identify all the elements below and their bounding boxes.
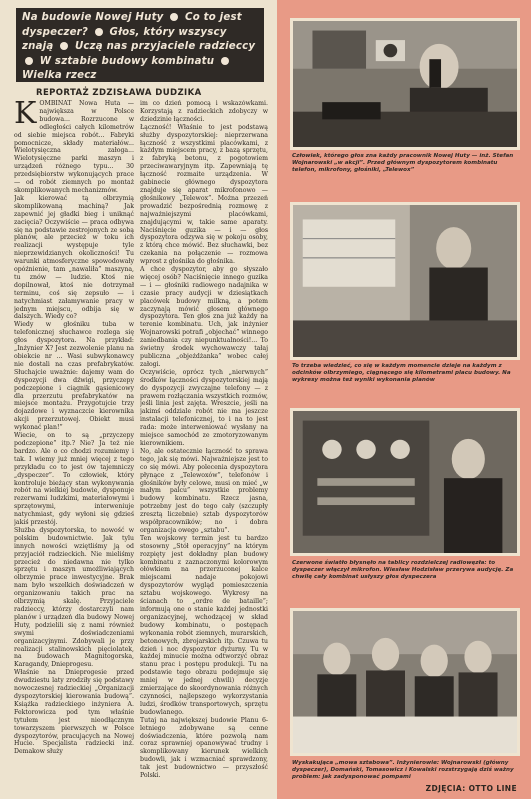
article-column-left [14,100,134,790]
photo-caption: Czerwone światło błysnęło na tablicy rozdzielczej radiowęzła: to dyspeczer włączył mikrofon. Wiesław Hodzisław przerywa audycję. Za chwilę cały kombinat usłyszy głos dyspeczera [292,560,514,580]
header-banner [16,8,264,82]
banner-line: Na budowie Nowej Huty [22,12,164,23]
photo-staff-meeting [290,608,520,756]
bullet-icon [95,28,103,36]
photo-caption: Wyskakująca „mowa sztabowa”. Inżynierowie: Wojnarowski (główny dyspeczer), Domański, Tomasowicz i Kowalski rozstrzygają dziś ważny problem: jak zadysponować pompami [292,760,514,780]
drop-cap: K [14,100,37,131]
column-text: OMBINAT Nowa Huta — największa w Polsce budowa... Rozrzucone w odległości całych kilometrów od siebie miejsca robót... Fabryki pomocnicze, składy materiałów... Wielotysięczna załoga... Wielotysięczne parki maszyn i urządzeń różnego typu... 30 przedsiębiorstw wykonujących prace — od robót ziemnych po montaż skomplikowanych mechanizmów. Jak kierować tą olbrzymią skomplikowaną machiną? Jak zapewnić jej gładki bieg i uniknąć zacięcia? Oczywiście — praca odbywa się na podstawie zestrojonych ze sobą planów, ale przecież w toku ich realizacji występuje tyle nieprzewidzianych okoliczności! Tu warunki atmosferyczne spowodowały opóźnienie, tam „nawaliła” maszyna, tu znów — ludzie. Ktoś nie dopilnował, ktoś nie dotrzymał terminu, coś się zepsuło — i natychmiast załamywanie pracy w jednym miejscu, odbija się w dalszych. Wiedy co? Wiedy w głośniku tuba w telefonicznej słuchawce rozlega się głos dyspozytora. Na przykład: „Inżynier X? Jest zezwolenie planu na obiekcie nr ... Wasi subwykonawcy nie dostali na czas prefabrykatów. Słuchajcie uważnie: dajemy wam do dyspozycji dwa dźwigi, przyczepy podczepione i ciągnik gąsienicowy dla przerzutu prefabrykatów na miejsce montażu. Przygotujcie trzy dojazdowe i wyznaczcie kierownika akcji przerzutowej. Obiekt musi wykonać plan!” Wiecie, on to są „przyczepy podczepione” itp.? Nie? Ja też nie bardzo. Ale o co chodzi rozumiemy i tak. I wiemy już mniej więcej z tego przykładu co to jest ów tajemniczy „dyspeczer”. To człowiek, który kontroluje bieżący stan wykonywania robót na wielkiej budowie, dysponuje rezerwami ludzkimi, materiałowymi i sprzętowymi, interweniuje natychmiast, gdy wyłoni się gdzieś jakiś przestój. Służba dyspozytorska, to nowość w polskim budownictwie. Jak tylu innych nowości wziętliśmy ją od przyjaciół radzieckich. Nie mieliśmy przecież do niedawna nie tylko sprzętu i maszyn umożliwiających olbrzymie prace inwestycyjne. Brak nam było wszelkich doświadczeń w organizowaniu takich prac na olbrzymią skalę. Przyjaciele radzieccy, którzy dostarczyli nam planów i urządzeń dla budowy Nowej Huty, podzielili się z nami również swymi doświadczeniami organizacyjnymi. Zdobywali je przy realizacji stalinowskich pięciolatek, na budowach Magnitogorska, Karagandy, Dnieprogesu. Właśnie na Dnieprogesie przed dwudziestu laty zrodziły się podstawy nowoczesnej radzieckiej „Organizacji dyspozytorskiej kierowania budową”. Książka radzieckiego inżyniera A. Fektorowicza pod tym właśnie tytułem jest nieodłącznym towarzyszem pierwszych w Polsce dyspozytorów, pracujących na Nowej Hucie. Specjalista radziecki inż. Demakow służy [14,100,134,756]
banner-line: W sztabie budowy kombinatu [39,55,215,67]
photo-dispatcher-phone [290,18,520,150]
banner-line: Wielka rzecz [22,70,97,81]
photo-image [293,205,517,357]
bullet-icon [221,57,229,65]
banner-line: Głos, który wszyscy znają [22,26,227,52]
bullet-icon [170,13,178,21]
article-column-middle: im co dzień pomocą i wskazówkami. Korzystają z radzieckich zdobyczy w dziedzinie łączności. Łączność! Właśnie to jest podstawą służby dyspozytorskiej: nieprzerwana łączność z wszystkimi placówkami, z każdym miejscem pracy, z bazą sprzętu, z fabryką betonu, z pogotowiem przeciwawaryjnym itp. Zapewniają tę łączność rozmaite urządzenia. W gabinecie głównego dyspozytora znajduje się aparat mikrofonowo — głośnikowy „Telewox”. Można przezeń prowadzić bezpośrednią rozmowę z najważniejszymi placówkami, znajdującymi w, takie same aparaty. Naciśnięcie guzika — i — głos dyspozytora odzywa się w pokoju osoby, z którą chce mówić. Bez słuchawki, bez czekania na połączenie — rozmowa wprost z głośnika do głośnika. A chce dyspozytor, aby go słyszało więcej osób? Naciśnięcie innego guzika — i — głośniki radiowego nadajnika w czasie pracy audycji w dziesiątkach placówek budowy milkną, a potem zaczynają mówić głosem głównego dyspozytora. Ten głos zna już każdy na terenie kombinatu. Uch, jak inżynier Wojnarowski potrafi „objechać” winnego zaniedbania czy niepunktualności!... To świetny środek wychowawczy tałaj publiczna „objeżdżanka” wobec całej załogi. Oczywiście, oprócz tych „nierwnych” środków łączności dyspozytorskiej mają do dyspozycji zwyczajne telefony — z prawem rozłączania wszystkich rozmów, jeśli linia jest zajęta. Wreszcie, jeśli na jakimś oddziale robót nie ma jeszcze instalacji telefonicznej, to i na to jest rada: może interweniować wysłany na miejsce samochód ze zmotoryzowanym kierownikiem. No, ale ostatecznie łączność to sprawa tego, jak się mówi. Najważniejsze jest to co się mówi. Aby polecenia dyspozytora płynące z „Telewoxów”, telefonów i głośników były celowe, musi on mieć „w małym palcu” wszystkie problemy budowy kombinatu. Rzecz jasna, potrzebny jest do tego cały (szczupły zresztą liczebnie) sztab dyspozytorów współpracowników; no i dobra organizacja owego „sztabu”. Ten wojskowy termin jest tu bardzo stosowny „Stół operacyjny” na którym rozpięty jest dokładny plan budowy kombinatu z zaznaczonymi kolorowym ołówkiem na przerzuconej kalce miejscami nadaje pokojowi dyspozytorów wygląd pomieszczenia sztabu wojskowego. Wykresy na ścianach to „ordre de bataille”; informują one o stanie każdej jednostki organizacyjnej, wchodzącej w skład budowy kombinatu, o postępach wykonania robót ziemnych, murarskich, betonowych, zbrojarskich itp. Czuwa tu dzień i noc dyspozytor dyżurny. Tu w każdej minucie można odtworzyć obraz stanu prac i postępu produkcji. Tu na podstawie tego obrazu podejmuje się mniej w jednej chwili) decyzje zmierzające do skoordynowania różnych czynności, najlepszego wykorzystania ludzi, środków transportowych, sprzętu budowlanego. Tutaj na największej budowie Planu 6-letniego zdobywane są cenne doświadczenia, które pozwolą nam coraz sprawniej opanowywać trudny i skomplikowany kierunek wielkich budowli, jak i wzmacniać sprawdzony, tak jest budownictwo — przyszłość Polski. [140,100,268,780]
photo-planning-table [290,202,520,360]
photo-credit: ZDJĘCIA: OTTO LINE [425,784,517,793]
photo-radio-switchboard [290,408,520,556]
photo-image [293,21,517,147]
photo-caption: To trzeba wiedzieć, co się w każdym momencie dzieje na każdym z odcinków olbrzymiego, ciągnącego się kilometrami placu budowy. Na wykresy można też wyniki wykonania planów [292,363,511,383]
photo-image [293,411,517,553]
banner-line: Uczą nas przyjaciele radzieccy [74,41,256,52]
banner-line: dyspeczer? [22,26,89,38]
article-title: REPORTAŻ ZDZISŁAWA DUDZIKA [36,88,202,98]
bullet-icon [60,42,68,50]
banner-line: Co to jest [185,12,242,23]
photo-image [293,611,517,753]
bullet-icon [25,57,33,65]
photo-caption: Człowiek, którego głos zna każdy pracownik Nowej Huty — inż. Stefan Wojnarowski „w akcji”. Przed głównym dyspozytorem kombinatu telefon, mikrofony, głośniki, „Telewox” [292,153,514,173]
